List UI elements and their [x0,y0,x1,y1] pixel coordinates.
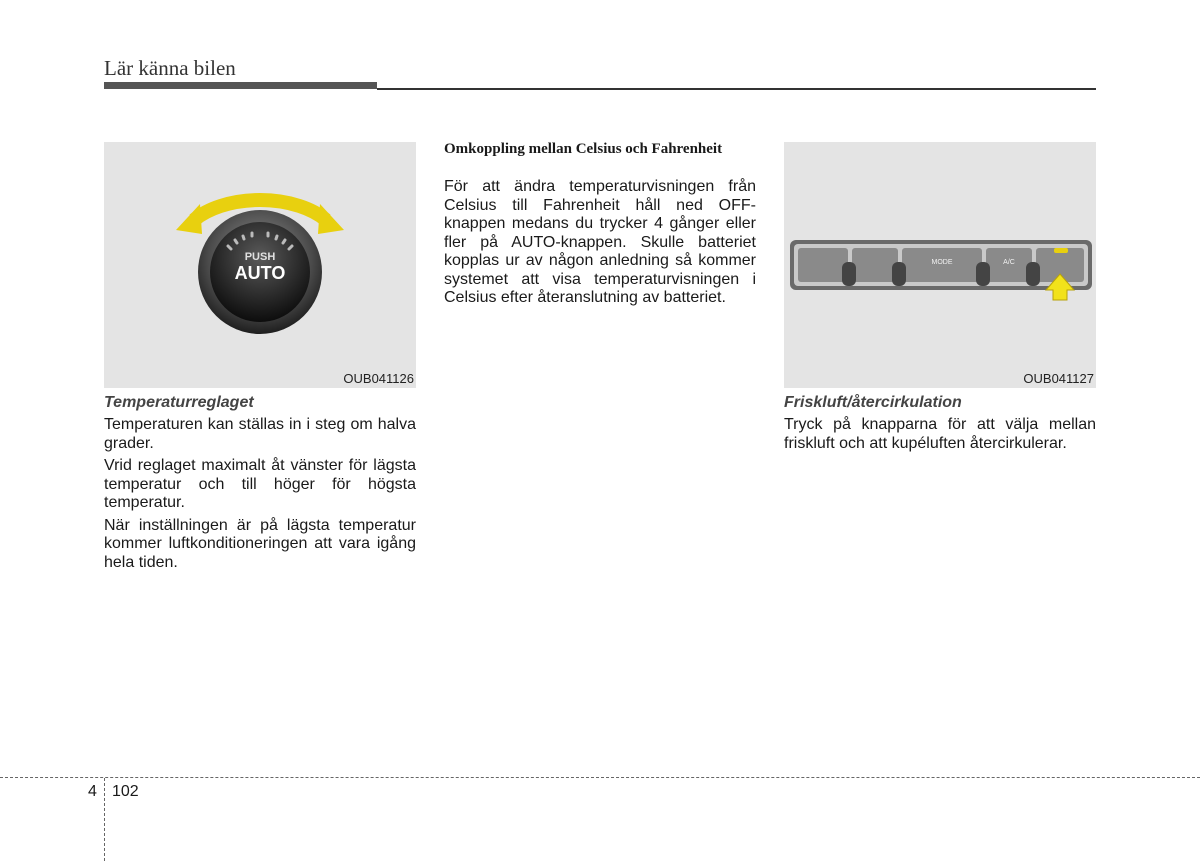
chapter-number: 4 [88,783,97,800]
control-panel-illustration [784,142,1096,388]
control-panel-figure [784,142,1096,388]
knob-push-label: PUSH [244,251,276,263]
header-rule-thick [104,82,377,89]
paragraph: Temperaturen kan ställas in i steg om halva grader. [104,416,416,452]
header-rule-thin [377,88,1096,90]
figure-code: OUB041126 [343,371,414,386]
left-arrowhead-icon [176,204,202,234]
knob-auto-label: AUTO [234,263,286,283]
paragraph: När inställningen är på lägsta temperatur kommer luftkonditioneringen att vara igång hela tiden. [104,516,416,571]
page-number: 102 [112,783,139,800]
figure-code: OUB041127 [1023,371,1094,386]
page-header-title: Lär känna bilen [104,56,236,80]
left-body-text [104,416,416,576]
temperature-knob-figure [104,142,416,388]
figure-caption: Temperaturreglaget [104,394,254,411]
middle-paragraph: För att ändra temperaturvisningen från Celsius till Fahrenheit håll ned OFF-knappen medans du trycker 4 gånger eller fler på AUTO-knappen. Skulle batteriet kopplas ur av någon anledning så kommer systemet att visa temperaturvisningen i Celsius efter återanslutning av batteriet. [444,178,756,306]
temperature-knob-illustration [104,142,416,388]
ac-button-label: A/C [1003,259,1015,266]
section-heading: Omkoppling mellan Celsius och Fahrenheit [444,141,723,157]
footer-divider [0,777,1200,778]
right-arrowhead-icon [318,204,344,234]
mode-button-label: MODE [931,259,953,266]
paragraph: Vrid reglaget maximalt åt vänster för lägsta temperatur och till höger för högsta temperatur. [104,457,416,511]
footer-vertical-divider [104,778,105,861]
figure-caption: Friskluft/återcirkulation [784,394,962,411]
indicator-led [1054,248,1068,253]
right-paragraph: Tryck på knapparna för att välja mellan friskluft och att kupéluften återcirkulerar. [784,416,1096,452]
